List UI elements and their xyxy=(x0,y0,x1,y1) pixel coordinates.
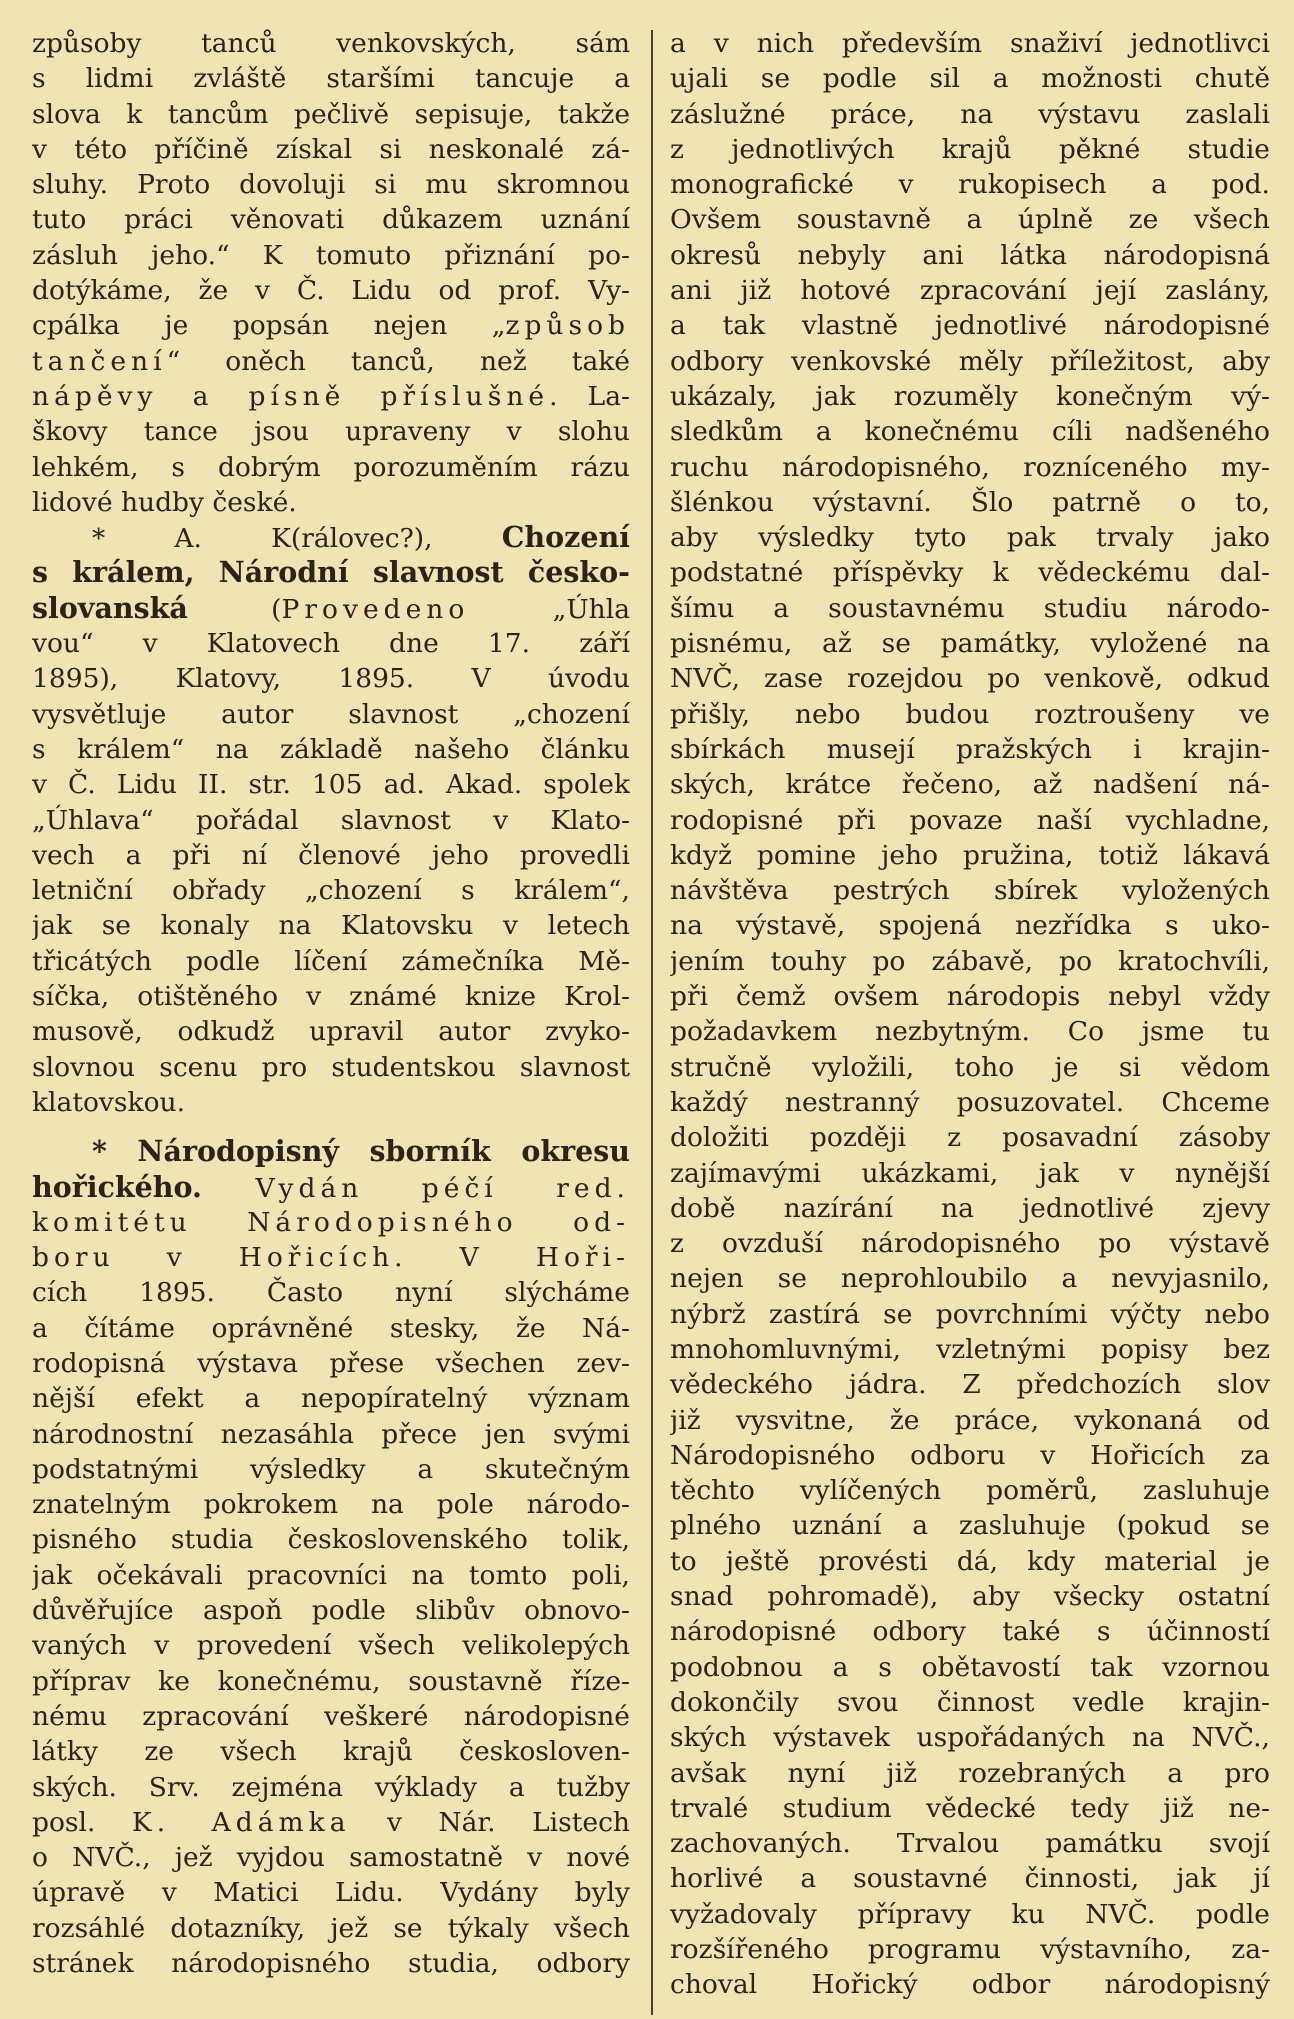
text-line: v Č. Lidu II. str. 105 ad. Akad. spolek xyxy=(32,769,630,801)
text-line: musově, odkudž upravil autor zvyko- xyxy=(32,1016,630,1048)
text-line: rodopisná výstava přese všechen zev- xyxy=(32,1347,630,1379)
text-line: snad pohromadě), aby všecky ostatní xyxy=(670,1581,1270,1613)
text-line: šlénkou výstavní. Šlo patrně o to, xyxy=(670,486,1270,518)
text-line: cích 1895. Často nyní slýcháme xyxy=(32,1277,630,1309)
text-line: tančení“ oněch tanců, než také xyxy=(32,345,630,377)
text-line: posl. K. Adámka v Nár. Listech xyxy=(32,1806,630,1838)
text-line: hořického. Vydán péčí red. xyxy=(32,1169,630,1204)
text-line: klatovskou. xyxy=(32,1086,186,1118)
text-line: síčka, otištěného v známé knize Krol- xyxy=(32,981,630,1013)
text-line: z jednotlivých krajů pěkné studie xyxy=(670,133,1270,165)
text-line: mnohomluvnými, vzletnými popisy bez xyxy=(670,1333,1270,1365)
text-line: rozsáhlé dotazníky, jež se týkaly všech xyxy=(32,1912,630,1944)
text-line: stručně vyložili, toho je si vědom xyxy=(670,1051,1270,1083)
text-line: rodopisné při povaze naší vychladne, xyxy=(670,804,1270,836)
text-line: NVČ, zase rozejdou po venkově, odkud xyxy=(670,663,1270,695)
text-line: důvěřujíce aspoň podle slibův obnovo- xyxy=(32,1595,630,1627)
text-line: Ovšem soustavně a úplně ze všech xyxy=(670,204,1270,236)
text-line: pisného studia československého tolik, xyxy=(32,1524,630,1556)
text-line: ských výstavek uspořádaných na NVČ., xyxy=(670,1722,1270,1754)
text-line: boru v Hořicích. V Hoři- xyxy=(32,1242,630,1274)
right-column xyxy=(670,26,1270,2016)
text-line: sbírkách musejí pražských i krajin- xyxy=(670,733,1270,765)
text-line: nejen se neprohloubilo a nevyjasnilo, xyxy=(670,1263,1270,1295)
text-line: * A. K(rálovec?), Chození xyxy=(92,520,630,555)
text-line: a čítáme oprávněné stesky, že Ná- xyxy=(32,1312,630,1344)
text-line: v této příčině získal si neskonalé zá- xyxy=(32,133,630,165)
text-line: na výstavě, spojená nezřídka s uko- xyxy=(670,910,1270,942)
text-line: při čemž ovšem národopis nebyl vždy xyxy=(670,981,1270,1013)
text-line: slova k tancům pečlivě sepisuje, takže xyxy=(32,98,630,130)
text-line: těchto vylíčených poměrů, zasluhuje xyxy=(670,1475,1270,1507)
text-line: horlivé a soustavné činnosti, jak jí xyxy=(670,1863,1270,1895)
text-line: způsoby tanců venkovských, sám xyxy=(32,28,630,59)
text-line: aby výsledky tyto pak trvaly jako xyxy=(670,522,1270,554)
text-line: vech a při ní členové jeho provedli xyxy=(32,839,630,871)
text-line: letniční obřady „chození s králem“, xyxy=(32,875,630,907)
text-line: úpravě v Matici Lidu. Vydány byly xyxy=(32,1877,630,1909)
text-line: podstatné příspěvky k vědeckému dal- xyxy=(670,557,1270,589)
text-line: nýbrž zastírá se povrchními výčty nebo xyxy=(670,1298,1270,1330)
paragraph-gap xyxy=(32,1120,630,1134)
text-line: s králem, Národní slavnost česko- xyxy=(32,555,630,590)
text-line: ujali se podle sil a možnosti chutě xyxy=(670,63,1270,95)
text-line: trvalé studium vědecké tedy již ne- xyxy=(670,1792,1270,1824)
text-line: návštěva pestrých sbírek vyložených xyxy=(670,875,1270,907)
text-line: slovanská (Provedeno „Úhla xyxy=(32,590,630,625)
text-line: odbory venkovské měly příležitost, aby xyxy=(670,345,1270,377)
text-line: každý nestranný posuzovatel. Chceme xyxy=(670,1086,1270,1118)
text-line: s králem“ na základě našeho článku xyxy=(32,733,630,765)
text-line: ských. Srv. zejména výklady a tužby xyxy=(32,1771,630,1803)
text-line: příprav ke konečnému, soustavně říze- xyxy=(32,1665,630,1697)
text-line: a tak vlastně jednotlivé národopisné xyxy=(670,310,1270,342)
text-line: záslužné práce, na výstavu zaslali xyxy=(670,98,1270,130)
text-line: Národopisného odboru v Hořicích za xyxy=(670,1439,1270,1471)
text-line: „Úhlava“ pořádal slavnost v Klato- xyxy=(32,804,630,836)
text-line: požadavkem nezbytným. Co jsme tu xyxy=(670,1016,1270,1048)
text-line: šímu a soustavnému studiu národo- xyxy=(670,592,1270,624)
text-line: cpálka je popsán nejen „způsob xyxy=(32,310,630,342)
text-line: když pomine jeho pružina, totiž lákavá xyxy=(670,839,1270,871)
text-line: jak se konaly na Klatovsku v letech xyxy=(32,910,630,942)
text-line: o NVČ., jež vyjdou samostatně v nové xyxy=(32,1842,630,1874)
text-line: ukázaly, jak rozuměly konečným vý- xyxy=(670,380,1270,412)
text-line: zásluh jeho.“ K tomuto přiznání po- xyxy=(32,239,630,271)
text-line: nější efekt a nepopíratelný význam xyxy=(32,1383,630,1415)
text-line: národopisné odbory také s účinností xyxy=(670,1616,1270,1648)
text-line: jak očekávali pracovníci na tomto poli, xyxy=(32,1559,630,1591)
text-line: pisnému, až se památky, vyložené na xyxy=(670,628,1270,660)
text-line: komitétu Národopisného od- xyxy=(32,1206,630,1238)
text-line: z ovzduší národopisného po výstavě xyxy=(670,1228,1270,1260)
text-line: třicátých podle líčení zámečníka Mě- xyxy=(32,945,630,977)
text-line: podstatnými výsledky a skutečným xyxy=(32,1453,630,1485)
text-line: ani již hotové zpracování její zaslány, xyxy=(670,275,1270,307)
text-line: 1895), Klatovy, 1895. V úvodu xyxy=(32,663,630,695)
text-line: zachovaných. Trvalou památku svojí xyxy=(670,1828,1270,1860)
text-line: lidové hudby české. xyxy=(32,486,297,518)
text-line: jením touhy po zábavě, po kratochvíli, xyxy=(670,945,1270,977)
text-line: přišly, nebo budou roztroušeny ve xyxy=(670,698,1270,730)
text-line: * Národopisný sborník okresu xyxy=(92,1134,630,1169)
text-line: vou“ v Klatovech dne 17. září xyxy=(32,628,630,660)
text-line: tuto práci věnovati důkazem uznání xyxy=(32,204,630,236)
text-line: doložiti později z posavadní zásoby xyxy=(670,1122,1270,1154)
text-line: zajímavými ukázkami, jak v nynější xyxy=(670,1157,1270,1189)
text-line: a v nich především snaživí jednotlivci xyxy=(670,28,1270,59)
text-line: sledkům a konečnému cíli nadšeného xyxy=(670,416,1270,448)
text-line: znatelným pokrokem na pole národo- xyxy=(32,1489,630,1521)
text-line: již vysvitne, že práce, vykonaná od xyxy=(670,1404,1270,1436)
text-line: s lidmi zvláště staršími tancuje a xyxy=(32,63,630,95)
text-line: látky ze všech krajů českosloven- xyxy=(32,1736,630,1768)
text-line: dokončily svou činnost vedle krajin- xyxy=(670,1686,1270,1718)
text-line: monografické v rukopisech a pod. xyxy=(670,169,1270,201)
text-line: avšak nyní již rozebraných a pro xyxy=(670,1757,1270,1789)
text-line: lehkém, s dobrým porozuměním rázu xyxy=(32,451,630,483)
text-line: rozšířeného programu výstavního, za- xyxy=(670,1934,1270,1966)
text-line: nému zpracování veškeré národopisné xyxy=(32,1700,630,1732)
column-divider xyxy=(651,30,653,2015)
text-line: sluhy. Proto dovoluji si mu skromnou xyxy=(32,169,630,201)
text-line: vysvětluje autor slavnost „chození xyxy=(32,698,630,730)
text-line: vyžadovaly přípravy ku NVČ. podle xyxy=(670,1898,1270,1930)
text-line: době nazírání na jednotlivé zjevy xyxy=(670,1192,1270,1224)
text-line: plného uznání a zasluhuje (pokud se xyxy=(670,1510,1270,1542)
text-line: škovy tance jsou upraveny v slohu xyxy=(32,416,630,448)
text-line: podobnou a s obětavostí tak vzornou xyxy=(670,1651,1270,1683)
text-line: stránek národopisného studia, odbory xyxy=(32,1948,630,1980)
text-line: slovnou scenu pro studentskou slavnost xyxy=(32,1051,630,1083)
text-line: ských, krátce řečeno, až nadšení ná- xyxy=(670,769,1270,801)
text-line: národnostní nezasáhla přece jen svými xyxy=(32,1418,630,1450)
text-line: choval Hořický odbor národopisný xyxy=(670,1969,1270,2001)
text-line: dotýkáme, že v Č. Lidu od prof. Vy- xyxy=(32,275,630,307)
text-line: to ještě provésti dá, kdy material je xyxy=(670,1545,1270,1577)
text-line: okresů nebyly ani látka národopisná xyxy=(670,239,1270,271)
text-line: vědeckého jádra. Z předchozích slov xyxy=(670,1369,1270,1401)
text-line: nápěvy a písně příslušné. La- xyxy=(32,380,630,412)
text-line: vaných v provedení všech velikolepých xyxy=(32,1630,630,1662)
left-column xyxy=(32,26,630,2016)
text-line: ruchu národopisného, rozníceného my- xyxy=(670,451,1270,483)
